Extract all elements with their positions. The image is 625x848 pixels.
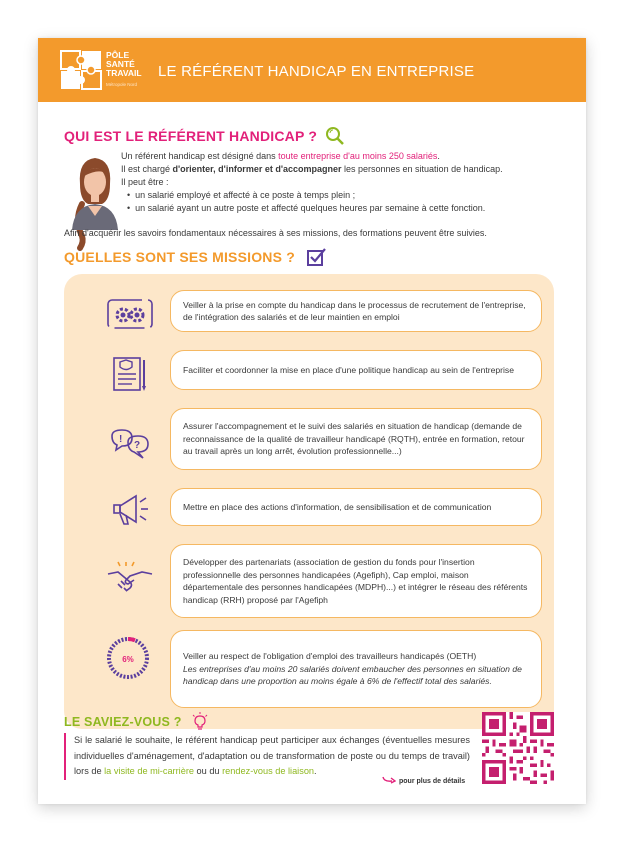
mission-communication: Mettre en place des actions d'information, de sensibilisation et de communication xyxy=(170,488,542,526)
saviez-paragraph: Si le salarié le souhaite, le référent handicap peut participer aux échanges (éventuelles mesures individuelles d'aménagement, d'adaptation ou de transformation de poste ou du temps de travail) lors de la visite de mi-carrière ou du rendez-vous de liaison. xyxy=(64,733,470,780)
highlight-250: toute entreprise d'au moins 250 salariés xyxy=(278,151,438,161)
link-rendez-vous-liaison[interactable]: rendez-vous de liaison xyxy=(222,766,315,776)
lightbulb-icon xyxy=(191,712,209,730)
logo-subtitle: Métropole Nord xyxy=(106,82,138,87)
intro-line-1: Un référent handicap est désigné dans toute entreprise d'au moins 250 salariés. xyxy=(121,151,440,161)
section-title-saviez: LE SAVIEZ-VOUS ? xyxy=(64,712,209,730)
bullet-list xyxy=(135,189,571,215)
puzzle-logo-icon xyxy=(60,50,102,90)
logo-wordmark: PÔLE SANTÉ TRAVAIL xyxy=(106,50,142,78)
mission-partenariats: Développer des partenariats (association de gestion du fonds pour l'insertion professionnelle des personnes handicapées (Agefiph), Cap emploi, maison départementale des personnes handicapées (MDPH)...) et intégrer le réseau des référents handicap (RRH) proposé par l'Agefiph xyxy=(170,544,542,618)
svg-text:?: ? xyxy=(134,440,141,451)
oeth-note: Les entreprises d'au moins 20 salariés doivent embaucher des personnes en situation de handicap dans une proportion au moins égale à 6% de l'effectif total des salariés. xyxy=(183,663,522,687)
policy-document-icon xyxy=(106,354,154,394)
arrow-icon xyxy=(382,776,396,784)
qr-code-icon[interactable] xyxy=(482,712,554,784)
referent-avatar-icon xyxy=(64,150,126,256)
list-item: • un salarié employé et affecté à ce poste à temps plein ; xyxy=(135,189,571,202)
header-banner xyxy=(38,38,586,102)
handshake-icon xyxy=(106,560,154,600)
intro-paragraph xyxy=(121,150,571,215)
mission-recrutement: Veiller à la prise en compte du handicap dans le processus de recrutement de l'entreprise, de l'intégration des salariés et de leur maintien en emploi xyxy=(170,290,542,332)
training-note: Afin d'acquérir les savoirs fondamentaux nécessaires à ses missions, des formations peuvent être suivies. xyxy=(64,228,487,238)
checkbox-icon xyxy=(307,248,327,266)
page-title: LE RÉFÉRENT HANDICAP EN ENTREPRISE xyxy=(158,63,475,80)
intro-line-2: Il est chargé d'orienter, d'informer et d'accompagner les personnes en situation de handicap. xyxy=(121,164,503,174)
details-hint: pour plus de détails xyxy=(382,776,465,785)
gears-icon xyxy=(106,294,154,334)
section-title-missions: QUELLES SONT SES MISSIONS ? xyxy=(64,248,327,266)
svg-text:!: ! xyxy=(119,434,123,445)
mission-oeth: Veiller au respect de l'obligation d'emploi des travailleurs handicapés (OETH) Les entreprises d'au moins 20 salariés doivent embaucher des personnes en situation de handicap dans une proportion au moins égale à 6% de l'effectif total des salariés. xyxy=(170,630,542,708)
link-visite-mi-carriere[interactable]: la visite de mi-carrière xyxy=(104,766,194,776)
mission-accompagnement: Assurer l'accompagnement et le suivi des salariés en situation de handicap (demande de reconnaissance de la qualité de travailleur handicapé (RQTH), entrée en formation, retour au travail après un long arrêt, évolution professionnelle...) xyxy=(170,408,542,470)
mission-politique: Faciliter et coordonner la mise en place d'une politique handicap au sein de l'entreprise xyxy=(170,350,542,390)
speech-bubbles-icon xyxy=(106,426,154,466)
magnifier-icon xyxy=(325,126,345,146)
missions-panel xyxy=(64,274,554,729)
percent-gauge-icon xyxy=(106,636,154,680)
gauge-label: 6% xyxy=(122,655,134,664)
megaphone-icon xyxy=(106,490,154,530)
intro-line-3: Il peut être : xyxy=(121,177,169,187)
section-title-who: QUI EST LE RÉFÉRENT HANDICAP ? xyxy=(64,126,345,146)
bold-roles: d'orienter, d'informer et d'accompagner xyxy=(172,164,342,174)
list-item: • un salarié ayant un autre poste et affecté quelques heures par semaine à cette fonction. xyxy=(135,202,571,215)
poster-sheet xyxy=(38,38,586,804)
